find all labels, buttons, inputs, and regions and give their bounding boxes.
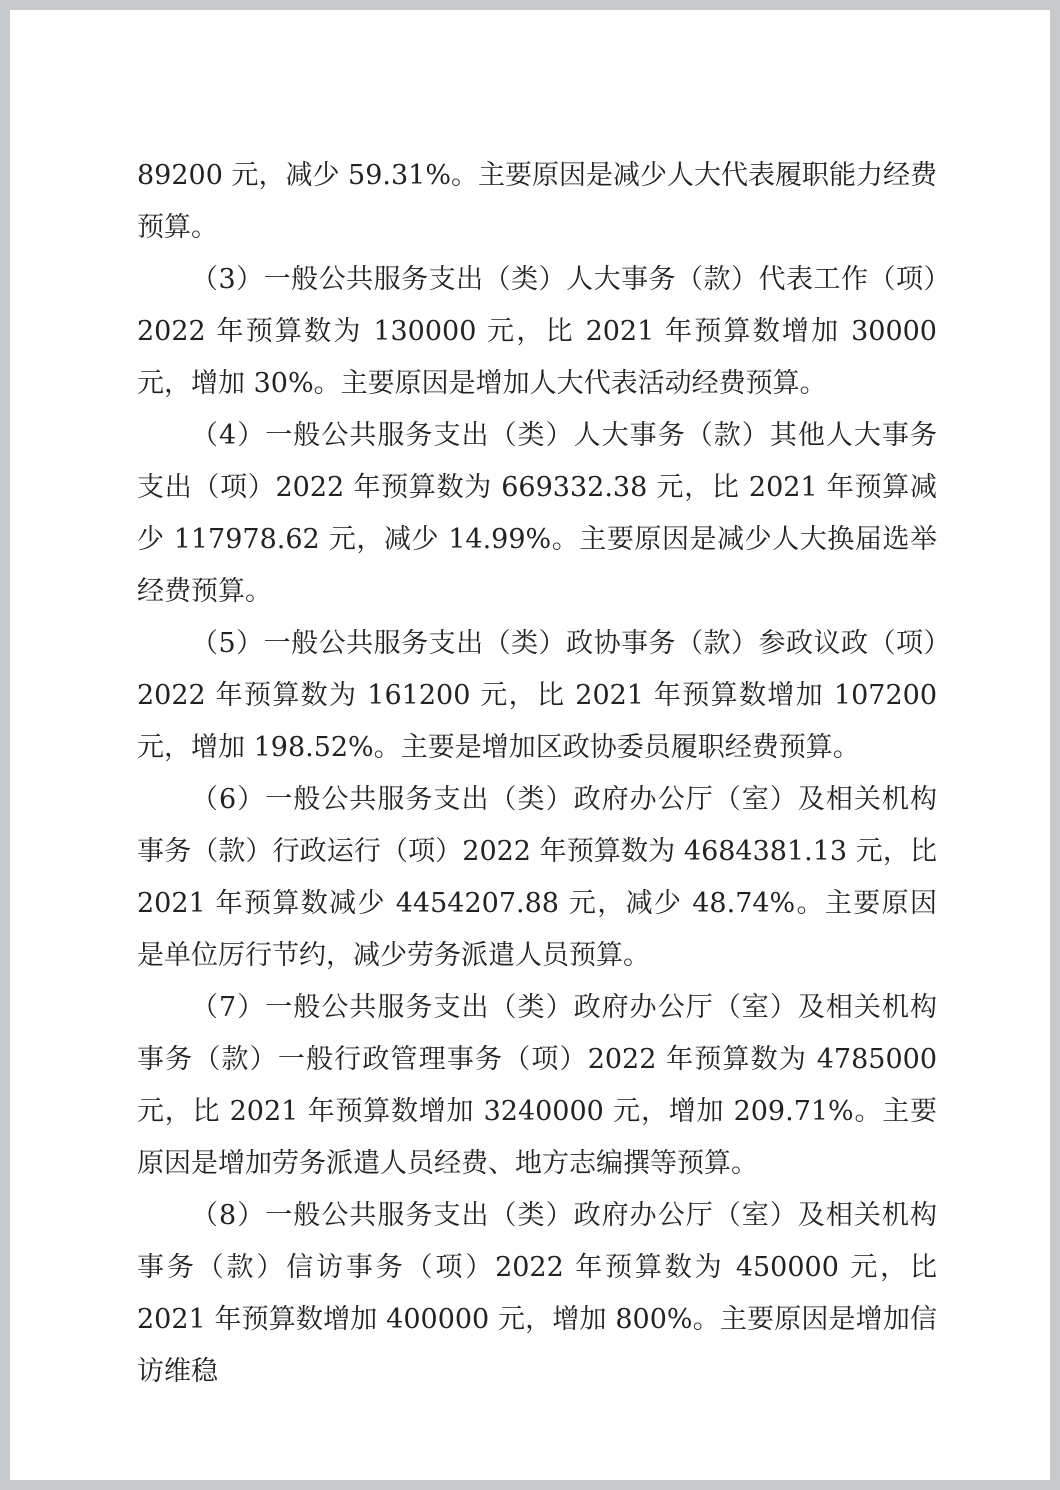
- paragraph-item-4: （4）一般公共服务支出（类）人大事务（款）其他人大事务支出（项）2022 年预算数为 669332.38 元，比 2021 年预算减少 117978.62 元，减少 14.99%。主要原因是减少人大换届选举经费预算。: [137, 420, 937, 607]
- document-body: [137, 150, 937, 1398]
- document-page: [10, 10, 1050, 1480]
- paragraph-item-7: （7）一般公共服务支出（类）政府办公厅（室）及相关机构事务（款）一般行政管理事务（项）2022 年预算数为 4785000 元，比 2021 年预算数增加 3240000 元，增加 209.71%。主要原因是增加劳务派遣人员经费、地方志编撰等预算。: [137, 992, 937, 1179]
- paragraph-continuation: 89200 元，减少 59.31%。主要原因是减少人大代表履职能力经费预算。: [137, 160, 938, 243]
- paragraph-item-8: （8）一般公共服务支出（类）政府办公厅（室）及相关机构事务（款）信访事务（项）2022 年预算数为 450000 元，比 2021 年预算数增加 400000 元，增加 800%。主要原因是增加信访维稳: [137, 1200, 937, 1387]
- paragraph-item-6: （6）一般公共服务支出（类）政府办公厅（室）及相关机构事务（款）行政运行（项）2022 年预算数为 4684381.13 元，比 2021 年预算数减少 4454207.88 元，减少 48.74%。主要原因是单位厉行节约，减少劳务派遣人员预算。: [137, 784, 937, 971]
- paragraph-item-3: （3）一般公共服务支出（类）人大事务（款）代表工作（项）2022 年预算数为 130000 元，比 2021 年预算数增加 30000 元，增加 30%。主要原因是增加人大代表活动经费预算。: [137, 264, 937, 399]
- paragraph-item-5: （5）一般公共服务支出（类）政协事务（款）参政议政（项）2022 年预算数为 161200 元，比 2021 年预算数增加 107200 元，增加 198.52%。主要是增加区政协委员履职经费预算。: [137, 628, 937, 763]
